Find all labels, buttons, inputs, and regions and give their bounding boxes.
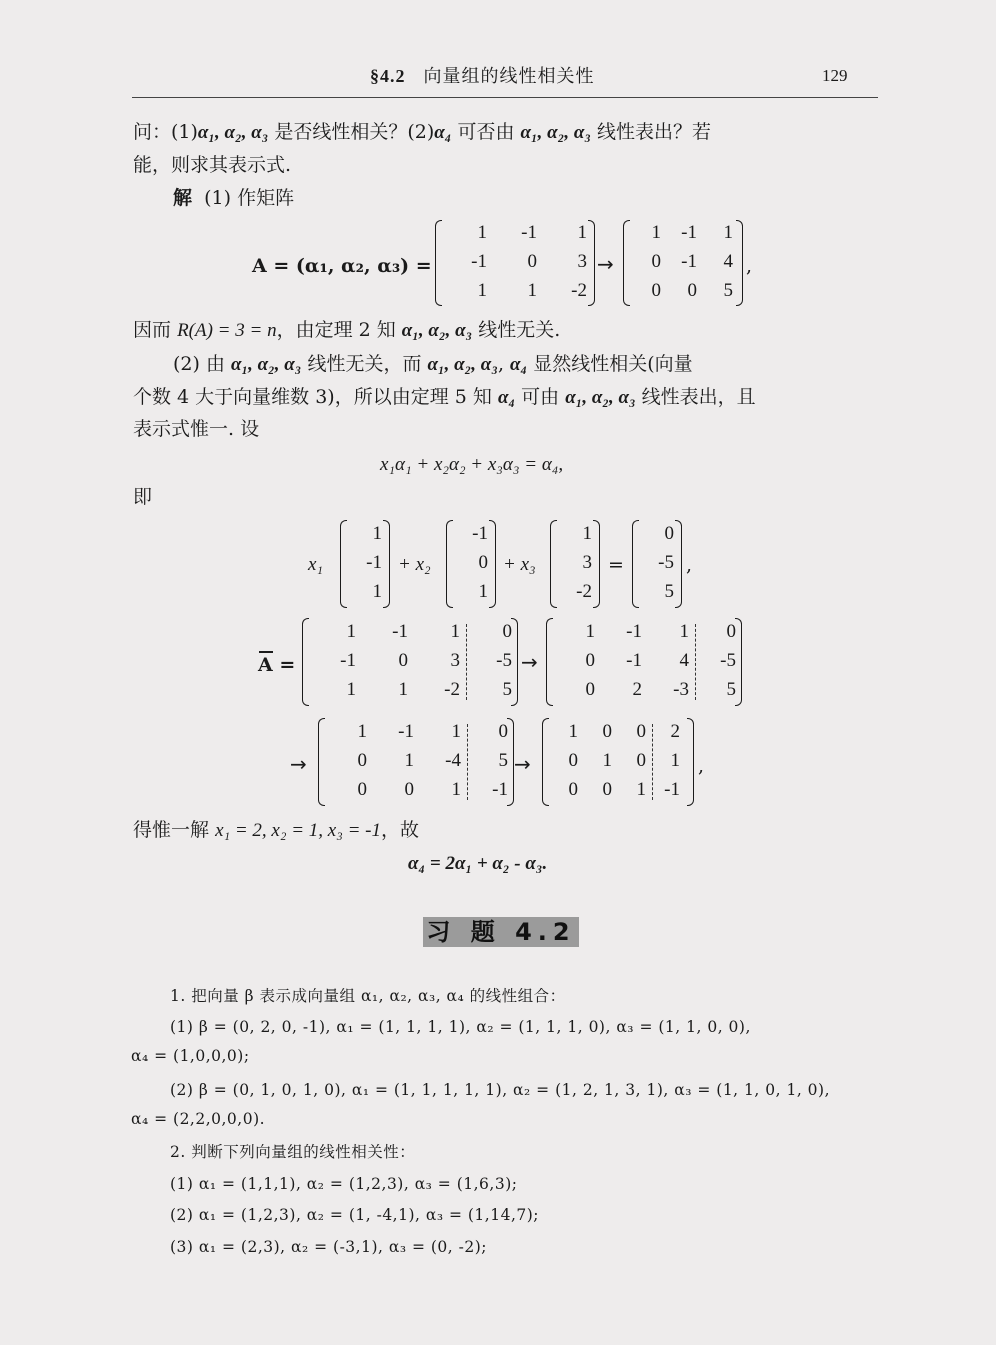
matrix-cell: 0 [357, 779, 367, 801]
matrix-cell: 0 [404, 779, 414, 801]
matrix-cell: 0 [527, 251, 537, 272]
matrix-cell: -1 [626, 650, 642, 671]
matrix-cell: 0 [687, 279, 697, 301]
coef-x3: + x₃ [503, 554, 536, 575]
exercise-1-1a: (1) β = (0, 2, 0, -1), α₁ = (1, 1, 1, 1), α₂ = (1, 1, 1, 0), α₃ = (1, 1, 0, 0), [170, 1018, 751, 1036]
bracket-left [302, 618, 309, 706]
matrix-cell: 1 [651, 222, 661, 244]
bracket-right [588, 220, 595, 306]
matrix-cell: -1 [664, 779, 680, 801]
matrix-cell: -2 [571, 279, 587, 301]
matrix-cell: 5 [502, 679, 512, 701]
matrix-cell: 0 [602, 779, 612, 801]
matrix-cell: 0 [651, 251, 661, 272]
matrix-cell: 0 [568, 779, 578, 801]
final-expression: α₄ = 2α₁ + α₂ - α₃. [408, 853, 548, 874]
matrix-cell: 1 [679, 620, 689, 642]
augment-divider [695, 624, 696, 700]
bracket-right [489, 520, 496, 608]
matrix-cell: -1 [626, 620, 642, 642]
matrix-cell: 1 [477, 279, 487, 301]
section-title: 向量组的线性相关性 [423, 66, 595, 87]
matrix-cell: 3 [450, 650, 460, 671]
matrix-cell: 1 [585, 620, 595, 642]
matrix-cell: 0 [502, 620, 512, 642]
vector-alpha4 [632, 520, 682, 608]
exercise-1-2a: (2) β = (0, 1, 0, 1, 0), α₁ = (1, 1, 1, 1, 1), α₂ = (1, 2, 1, 3, 1), α₃ = (1, 1, 0, 1, 0), [170, 1081, 831, 1099]
equation-1: x₁α₁ + x₂α₂ + x₃α₃ = α₄, [380, 454, 564, 475]
matrix-cell: 0 [726, 620, 736, 642]
exercise-banner: 习 题 4.2 [423, 917, 579, 947]
exercise-2-1: (1) α₁ = (1,1,1), α₂ = (1,2,3), α₃ = (1,6,3); [170, 1175, 518, 1193]
matrix-cell: 1 [451, 720, 461, 742]
overbar [259, 651, 273, 653]
bracket-left [546, 618, 553, 706]
bracket-left [435, 220, 442, 306]
augment-divider [467, 724, 468, 800]
matrix-cell: 1 [636, 779, 646, 801]
exercise-2-2: (2) α₁ = (1,2,3), α₂ = (1, -4,1), α₃ = (1,14,7); [170, 1206, 540, 1224]
bracket-right [675, 520, 682, 608]
coef-x2: + x₂ [398, 554, 431, 575]
question-line-2: 能，则求其表示式. [133, 154, 292, 176]
matrix-cell: 2 [632, 679, 642, 701]
matrix-cell: 0 [568, 750, 578, 771]
matrix-cell: 3 [582, 552, 592, 573]
bracket-left [340, 520, 347, 608]
augmented-label: A = [258, 654, 296, 676]
matrix-cell: -1 [366, 552, 382, 573]
part2-line-1: (2) 由 α₁, α₂, α₃ 线性无关，而 α₁, α₂, α₃, α₄ 显然线性相关(向量 [173, 353, 693, 375]
matrix-cell: 5 [664, 581, 674, 603]
matrix-cell: -3 [673, 679, 689, 701]
comma: , [746, 255, 753, 277]
rank-line: 因而 R(A) = 3 = n，由定理 2 知 α₁, α₂, α₃ 线性无关. [133, 319, 561, 341]
matrix-cell: 2 [670, 720, 680, 742]
augment-divider [652, 724, 653, 800]
matrix-cell: 4 [723, 251, 733, 272]
bracket-left [623, 220, 630, 306]
arrow-icon: → [597, 252, 614, 276]
matrix-cell: 5 [723, 279, 733, 301]
bracket-right [736, 220, 743, 306]
matrix-cell: 0 [498, 720, 508, 742]
bracket-right [383, 520, 390, 608]
page-number: 129 [822, 66, 848, 85]
matrix-cell: 0 [636, 750, 646, 771]
matrix-cell: 1 [404, 750, 414, 771]
matrix-cell: 1 [527, 279, 537, 301]
matrix-cell: 1 [478, 581, 488, 603]
augmented-matrix-3 [318, 718, 514, 806]
arrow-icon: → [514, 752, 531, 776]
matrix-cell: 1 [582, 522, 592, 544]
part2-line-2: 个数 4 大于向量维数 3)，所以由定理 5 知 α₄ 可由 α₁, α₂, α₃ 线性表出，且 [133, 386, 756, 408]
bracket-left [446, 520, 453, 608]
header-rule [132, 97, 878, 98]
part2-line-3: 表示式惟一. 设 [133, 418, 260, 440]
matrix-cell: 0 [585, 679, 595, 701]
matrix-cell: -2 [444, 679, 460, 701]
matrix-cell: 5 [498, 750, 508, 771]
matrix-cell: -1 [392, 620, 408, 642]
arrow-icon: → [290, 752, 307, 776]
matrix-cell: -1 [492, 779, 508, 801]
matrix-cell: 0 [602, 720, 612, 742]
matrix-a-reduced [623, 220, 743, 306]
matrix-cell: 1 [398, 679, 408, 701]
matrix-cell: -1 [472, 522, 488, 544]
matrix-cell: -1 [681, 251, 697, 272]
equals: = [608, 554, 624, 576]
augmented-matrix-2 [546, 618, 742, 706]
vector-alpha1 [340, 520, 390, 608]
matrix-cell: 0 [664, 522, 674, 544]
matrix-cell: -5 [658, 552, 674, 573]
bracket-left [550, 520, 557, 608]
matrix-cell: 0 [636, 720, 646, 742]
exercise-2-3: (3) α₁ = (2,3), α₂ = (-3,1), α₃ = (0, -2); [170, 1238, 488, 1256]
matrix-cell: 0 [398, 650, 408, 671]
augmented-matrix-4 [542, 718, 694, 806]
matrix-cell: 1 [346, 620, 356, 642]
matrix-cell: -5 [496, 650, 512, 671]
augmented-matrix-1 [302, 618, 518, 706]
matrix-cell: -1 [521, 222, 537, 244]
matrix-cell: 0 [478, 552, 488, 573]
comma: , [698, 755, 705, 777]
comma: , [686, 554, 693, 576]
matrix-cell: -4 [445, 750, 461, 771]
matrix-cell: 1 [451, 779, 461, 801]
bracket-left [318, 718, 325, 806]
matrix-cell: 0 [585, 650, 595, 671]
augment-divider [466, 624, 467, 700]
matrix-cell: 1 [568, 720, 578, 742]
exercise-1-2b: α₄ = (2,2,0,0,0). [131, 1110, 266, 1128]
solution-intro: 解 (1) 作矩阵 [173, 187, 295, 209]
matrix-cell: -2 [576, 581, 592, 603]
matrix-cell: 1 [723, 222, 733, 244]
matrix-cell: 1 [346, 679, 356, 701]
matrix-cell: 1 [670, 750, 680, 771]
bracket-right [687, 718, 694, 806]
vector-alpha3 [550, 520, 600, 608]
matrix-cell: -1 [471, 251, 487, 272]
matrix-cell: -1 [398, 720, 414, 742]
matrix-cell: 1 [477, 222, 487, 244]
matrix-cell: 1 [450, 620, 460, 642]
matrix-cell: -1 [681, 222, 697, 244]
matrix-cell: 1 [602, 750, 612, 771]
coef-x1: x₁ [308, 554, 324, 575]
matrix-a [435, 220, 595, 306]
section-number: §4.2 [370, 66, 406, 86]
exercise-2: 2. 判断下列向量组的线性相关性： [170, 1143, 416, 1161]
exercise-1: 1. 把向量 β 表示成向量组 α₁, α₂, α₃, α₄ 的线性组合： [170, 987, 566, 1005]
solution-label: 解 [173, 187, 193, 209]
running-header [370, 62, 595, 88]
ji-label: 即 [133, 486, 153, 508]
bracket-right [507, 718, 514, 806]
question-line-1: 问：(1)α₁, α₂, α₃ 是否线性相关？(2)α₄ 可否由 α₁, α₂, α₃ 线性表出？若 [133, 121, 712, 143]
matrix-cell: 5 [726, 679, 736, 701]
matrix-a-label: A = (α₁, α₂, α₃) = [252, 255, 432, 277]
matrix-cell: 0 [651, 279, 661, 301]
matrix-cell: 4 [679, 650, 689, 671]
matrix-cell: -5 [720, 650, 736, 671]
bracket-right [735, 618, 742, 706]
exercise-1-1b: α₄ = (1,0,0,0); [131, 1047, 250, 1065]
vector-alpha2 [446, 520, 496, 608]
arrow-icon: → [521, 650, 538, 674]
bracket-right [593, 520, 600, 608]
matrix-cell: 1 [372, 581, 382, 603]
unique-solution-line: 得惟一解 x₁ = 2, x₂ = 1, x₃ = -1，故 [133, 819, 419, 841]
bracket-left [632, 520, 639, 608]
matrix-cell: 1 [357, 720, 367, 742]
matrix-cell: 1 [372, 522, 382, 544]
matrix-cell: 0 [357, 750, 367, 771]
matrix-cell: 1 [577, 222, 587, 244]
bracket-right [511, 618, 518, 706]
matrix-cell: 3 [577, 251, 587, 272]
matrix-cell: -1 [340, 650, 356, 671]
